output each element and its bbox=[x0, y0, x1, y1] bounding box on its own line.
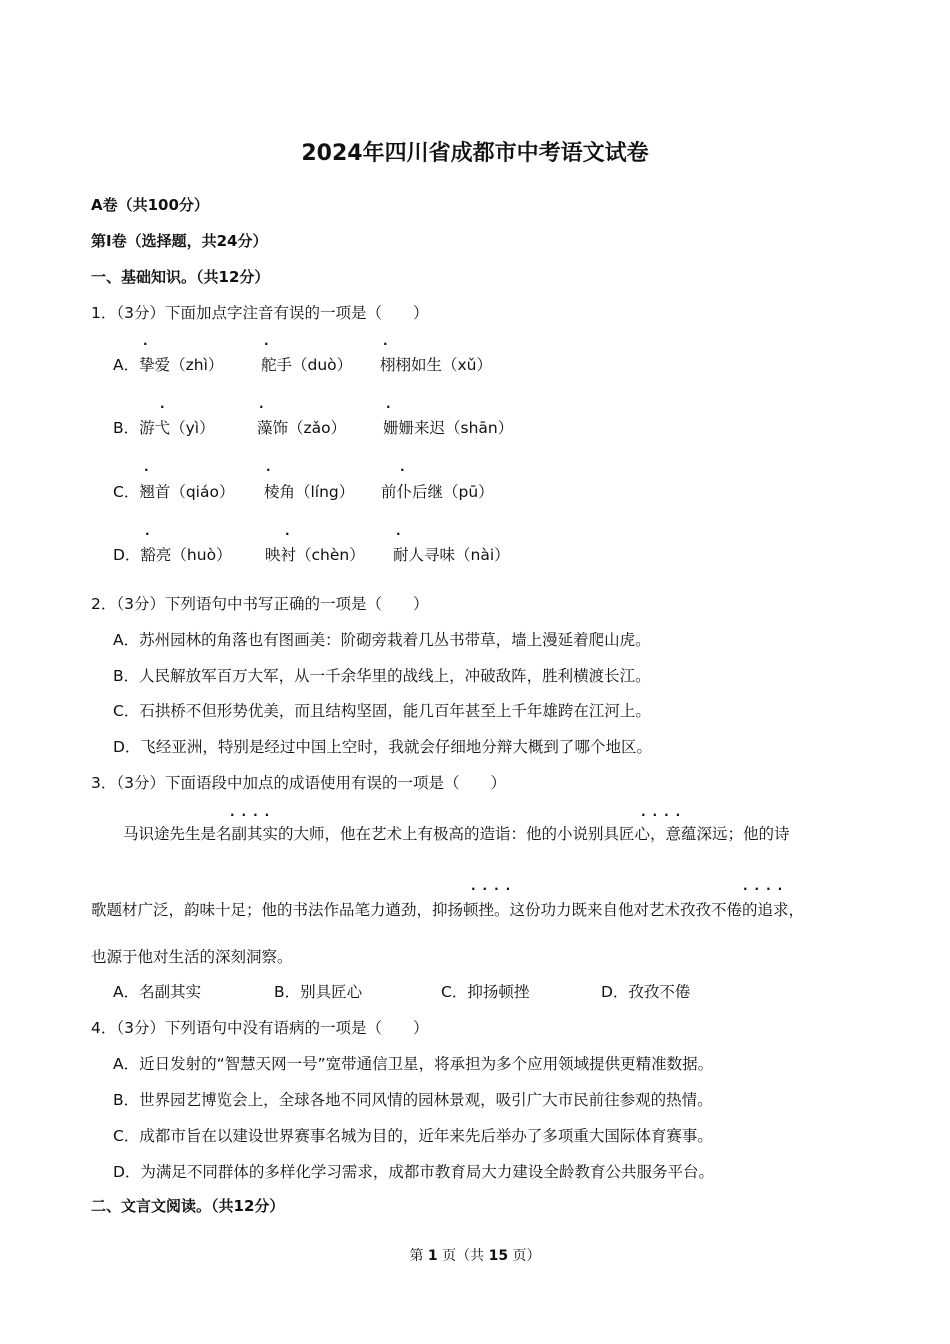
q1-option-d-3: 耐人寻味（nài） bbox=[393, 546, 510, 564]
footer-prefix: 第 bbox=[409, 1248, 424, 1264]
emphasis-dot: . bbox=[386, 397, 391, 411]
q4-option-b: B．世界园艺博览会上，全球各地不同风情的园林景观，吸引广大市民前往参观的热情。 bbox=[113, 1091, 713, 1109]
q3-paragraph-line-2: 歌题材广泛，韵味十足；他的书法作品笔力遒劲，抑扬顿挫。这份功力既来自他对艺术孜孜不倦的追求， bbox=[91, 901, 805, 919]
footer-page-number: 1 bbox=[427, 1248, 438, 1264]
q4-option-d: D．为满足不同群体的多样化学习需求，成都市教育局大力建设全龄教育公共服务平台。 bbox=[113, 1163, 714, 1181]
page-footer bbox=[0, 1245, 950, 1265]
emphasis-dot: . bbox=[145, 524, 150, 538]
q1-option-c-1: C．翘首（qiáo） bbox=[113, 483, 235, 501]
q1-stem: 1．（3分）下面加点字注音有误的一项是（ ） bbox=[91, 304, 429, 322]
q2-stem: 2．（3分）下列语句中书写正确的一项是（ ） bbox=[91, 595, 429, 613]
q2-option-c: C．石拱桥不但形势优美，而且结构坚固，能几百年甚至上千年雄跨在江河上。 bbox=[113, 702, 651, 720]
q1-option-c-2: 棱角（líng） bbox=[264, 483, 355, 501]
q3-option-c: C．抑扬顿挫 bbox=[441, 983, 530, 1001]
q3-stem: 3．（3分）下面语段中加点的成语使用有误的一项是（ ） bbox=[91, 774, 506, 792]
q4-option-c: C．成都市旨在以建设世界赛事名城为目的，近年来先后举办了多项重大国际体育赛事。 bbox=[113, 1127, 713, 1145]
emphasis-dot: . bbox=[285, 524, 290, 538]
emphasis-dot: . bbox=[144, 460, 149, 474]
q1-option-a-1: A．挚爱（zhì） bbox=[113, 356, 224, 374]
q1-option-d-1: D．豁亮（huò） bbox=[113, 546, 232, 564]
q1-option-d-2: 映衬（chèn） bbox=[265, 546, 365, 564]
emphasis-dot: . bbox=[383, 334, 388, 348]
q2-option-d: D．飞经亚洲，特别是经过中国上空时，我就会仔细地分辩大概到了哪个地区。 bbox=[113, 738, 652, 756]
emphasis-dots: .... bbox=[743, 879, 790, 893]
footer-total-pages: 15 bbox=[488, 1248, 509, 1264]
section-2-heading: 二、文言文阅读。（共12分） bbox=[91, 1197, 285, 1215]
emphasis-dot: . bbox=[160, 397, 165, 411]
q1-option-c-3: 前仆后继（pū） bbox=[381, 483, 494, 501]
q4-option-a: A．近日发射的“智慧天网一号”宽带通信卫星，将承担为多个应用领域提供更精准数据。 bbox=[113, 1055, 714, 1073]
q1-option-a-3: 栩栩如生（xǔ） bbox=[380, 356, 492, 374]
heading-volume-a: A卷（共100分） bbox=[91, 196, 209, 214]
emphasis-dot: . bbox=[143, 334, 148, 348]
footer-middle: 页（共 bbox=[442, 1248, 485, 1264]
emphasis-dot: . bbox=[264, 334, 269, 348]
q2-option-b: B．人民解放军百万大军，从一千余华里的战线上，冲破敌阵，胜利横渡长江。 bbox=[113, 667, 651, 685]
q3-option-a: A．名副其实 bbox=[113, 983, 202, 1001]
q1-option-a-2: 舵手（duò） bbox=[261, 356, 353, 374]
q4-stem: 4．（3分）下列语句中没有语病的一项是（ ） bbox=[91, 1019, 429, 1037]
footer-suffix: 页） bbox=[512, 1248, 541, 1264]
emphasis-dot: . bbox=[266, 460, 271, 474]
q3-option-d: D．孜孜不倦 bbox=[601, 983, 691, 1001]
emphasis-dot: . bbox=[396, 524, 401, 538]
q3-paragraph-line-1: 马识途先生是名副其实的大师，他在艺术上有极高的造诣：他的小说别具匠心，意蕴深远；他的诗 bbox=[123, 825, 790, 843]
q1-option-b-1: B．游弋（yì） bbox=[113, 419, 215, 437]
page-title: 2024年四川省成都市中考语文试卷 bbox=[301, 141, 649, 166]
q2-option-a: A．苏州园林的角落也有图画美：阶砌旁栽着几丛书带草，墙上漫延着爬山虎。 bbox=[113, 631, 651, 649]
q3-paragraph-line-3: 也源于他对生活的深刻洞察。 bbox=[91, 948, 293, 966]
q1-option-b-3: 姗姗来迟（shān） bbox=[383, 419, 514, 437]
section-1-heading: 一、基础知识。（共12分） bbox=[91, 268, 270, 286]
emphasis-dots: .... bbox=[641, 805, 688, 819]
heading-part-1: 第Ⅰ卷（选择题，共24分） bbox=[91, 232, 268, 250]
emphasis-dots: .... bbox=[471, 879, 518, 893]
q3-option-b: B．别具匠心 bbox=[274, 983, 363, 1001]
emphasis-dot: . bbox=[400, 460, 405, 474]
q1-option-b-2: 藻饰（zǎo） bbox=[257, 419, 347, 437]
emphasis-dot: . bbox=[259, 397, 264, 411]
emphasis-dots: .... bbox=[230, 805, 277, 819]
